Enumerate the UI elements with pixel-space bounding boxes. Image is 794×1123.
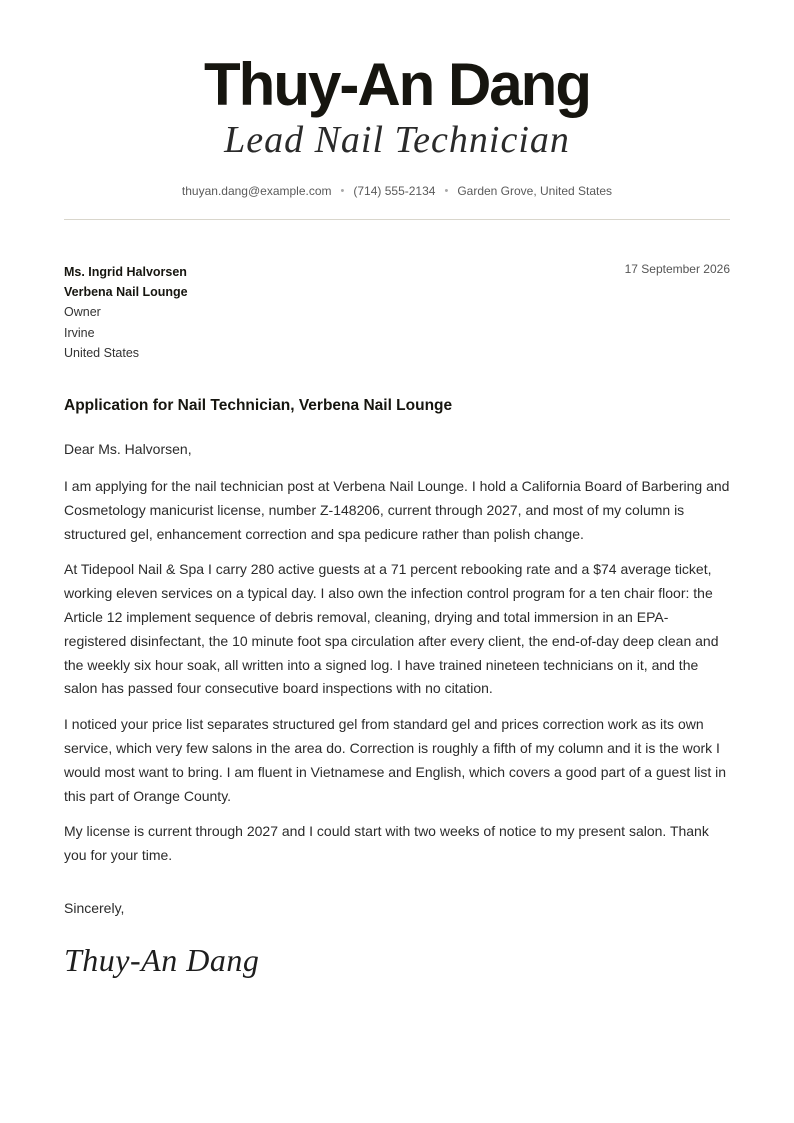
recipient-title: Owner [64,305,101,320]
recipient-city: Irvine [64,325,95,340]
recipient-block [64,262,188,363]
signature: Thuy-An Dang [64,942,260,978]
contact-phone: (714) 555-2134 [353,184,436,198]
letter-closing: Sincerely, [64,900,125,916]
letter-subject: Application for Nail Technician, Verbena Nail Lounge [64,397,453,414]
body-paragraph: I am applying for the nail technician post at Verbena Nail Lounge. I hold a California Board of Barbering and Cosmetology manicurist license, number Z-148206, current through 2027, and most of my column is structured gel, enhancement correction and spa pedicure rather than polish change. [64,478,730,542]
contact-location: Garden Grove, United States [457,184,613,198]
recipient-company: Verbena Nail Lounge [64,285,188,300]
body-paragraph: My license is current through 2027 and I could start with two weeks of notice to my present salon. Thank you for your time. [64,823,709,864]
recipient-name: Ms. Ingrid Halvorsen [64,265,187,279]
body-paragraph: At Tidepool Nail & Spa I carry 280 active guests at a 71 percent rebooking rate and a $74 average ticket, working eleven services on a typical day. I also own the infection control program for a ten chair floor: the Article 12 implement sequence of debris removal, cleaning, drying and total immersion in an EPA-registered disinfectant, the 10 minute foot spa circulation after every client, the end-of-day deep clean and the weekly six hour soak, all written into a signed log. I have trained nineteen technicians on it, and the salon has passed four consecutive board inspections with no citation. [64,561,719,697]
applicant-name: Thuy-An Dang [204,51,590,118]
recipient-country: United States [64,345,140,360]
body-paragraph: I noticed your price list separates structured gel from standard gel and prices correction work as its own service, which very few salons in the area do. Correction is roughly a fifth of my column and it is the work I would most want to bring. I am fluent in Vietnamese and English, which covers a good part of a guest list in this part of Orange County. [64,716,726,804]
contact-separator: • [444,185,449,197]
contact-email: thuyan.dang@example.com [181,184,332,198]
contact-separator: • [340,185,345,197]
contact-line [0,184,794,198]
letter-body [64,475,730,880]
header-divider [64,219,730,220]
letter-date: 17 September 2026 [624,262,730,276]
letterhead [0,0,794,198]
letter-greeting: Dear Ms. Halvorsen, [64,441,192,457]
applicant-role: Lead Nail Technician [224,119,570,161]
